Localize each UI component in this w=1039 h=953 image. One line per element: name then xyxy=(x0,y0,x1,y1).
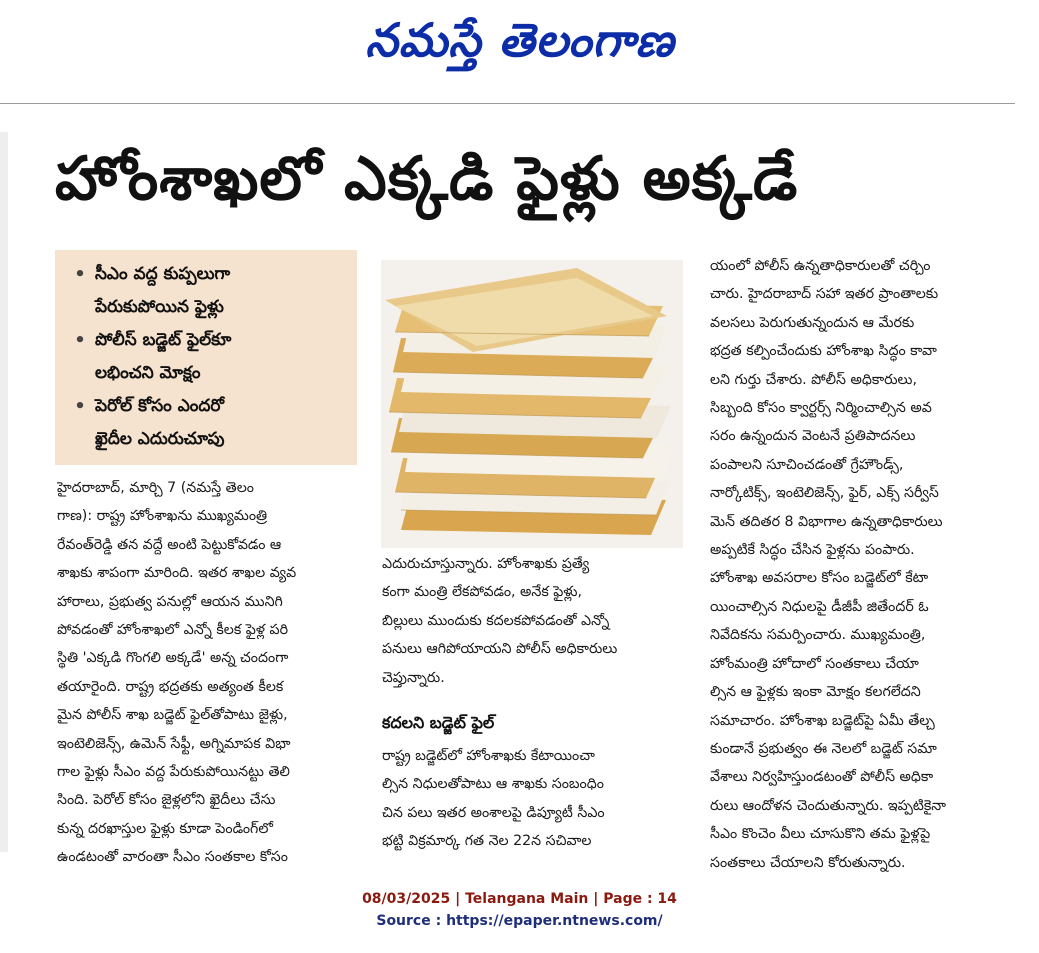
text-line: హారాలు, ప్రభుత్వ పనుల్లో ఆయన మునిగి xyxy=(57,593,283,610)
text-line: వేశాలు నిర్వహిస్తుండటంతో పోలీస్ అధికా xyxy=(710,769,934,786)
text-line: హోంశాఖ అవసరాల కోసం బడ్జెట్‌లో కేటా xyxy=(710,570,929,587)
text-line: సంతకాలు చేయాలని కోరుతున్నారు. xyxy=(710,854,906,871)
text-line: అప్పటికే సిద్ధం చేసిన ఫైళ్లను పంపారు. xyxy=(710,542,915,559)
text-line: ల్సిన ఆ ఫైళ్లకు ఇంకా మోక్షం కలగలేదని xyxy=(710,684,921,701)
article-column-2-continued xyxy=(382,742,684,856)
highlight-item: • పెరోల్ కోసం ఎందరో ఖైదీల ఎదురుచూపు xyxy=(55,390,357,456)
text-line: మైన పోలీస్ శాఖ బడ్జెట్ ఫైల్‌తోపాటు జైళ్లు, xyxy=(57,707,288,724)
file-stack-illustration xyxy=(381,260,683,548)
bullet-icon: • xyxy=(74,396,86,417)
text-line: బిల్లులు ముందుకు కదలకపోవడంతో ఎన్నో xyxy=(382,612,610,629)
footer-edition-info: 08/03/2025 | Telangana Main | Page : 14 xyxy=(362,891,677,907)
masthead xyxy=(0,0,1039,100)
section-subheading: కదలని బడ్జెట్ ఫైల్ xyxy=(382,713,495,732)
text-line: సీఎం కొంచెం వీలు చూసుకొని తమ ఫైళ్లపై xyxy=(710,826,931,843)
footer-source-link[interactable]: Source : https://epaper.ntnews.com/ xyxy=(376,913,663,929)
text-line: కున్న దరఖాస్తుల ఫైళ్లు కూడా పెండింగ్‌లో xyxy=(57,820,273,837)
text-line: సింది. పెరోల్ కోసం జైళ్లలోని ఖైదీలు చేసు xyxy=(57,792,276,809)
text-line: ల్సిన నిధులతోపాటు ఆ శాఖకు సంబంధిం xyxy=(382,776,604,793)
text-line: కంగా మంత్రి లేకపోవడం, అనేక ఫైళ్లు, xyxy=(382,584,582,601)
text-line: మెన్ తదితర 8 విభాగాల ఉన్నతాధికారులు xyxy=(710,513,943,530)
text-line: భద్రత కల్పించేందుకు హోంశాఖ సిద్ధం కావా xyxy=(710,343,937,360)
text-line: సిబ్బంది కోసం క్వార్టర్స్ నిర్మించాల్సిన అవ xyxy=(710,400,932,417)
text-line: పోవడంతో హోంశాఖలో ఎన్నో కీలక ఫైళ్ల పరి xyxy=(57,622,289,639)
text-line: పంపాలని సూచించడంతో గ్రేహౌండ్స్, xyxy=(710,456,904,473)
file-stack-photo xyxy=(381,260,683,548)
text-line: రులు ఆందోళన చెందుతున్నారు. ఇప్పటికైనా xyxy=(710,797,946,814)
text-line: ఉండటంతో వారంతా సీఎం సంతకాల కోసం xyxy=(57,849,288,866)
article-headline: హోంశాఖలో ఎక్కడి ఫైళ్లు అక్కడే xyxy=(55,144,799,214)
article-column-3 xyxy=(710,252,1014,877)
bullet-icon: • xyxy=(74,264,86,285)
text-line: తయారైంది. రాష్ట్ర భద్రతకు అత్యంత కీలక xyxy=(57,678,284,695)
text-line: శాఖకు శాపంగా మారింది. ఇతర శాఖల వ్యవ xyxy=(57,565,297,582)
highlight-item: • పోలీస్ బడ్జెట్ ఫైల్‌కూ లభించని మోక్షం xyxy=(55,324,357,390)
text-line: నార్కోటిక్స్, ఇంటెలిజెన్స్, ఫైర్, ఎక్స్ సర్వీస్ xyxy=(710,485,939,502)
page-footer xyxy=(0,888,1039,932)
text-line: యించాల్సిన నిధులపై డీజీపీ జితేందర్ ఓ xyxy=(710,598,929,615)
newspaper-logo: నమస్తే తెలంగాణ xyxy=(365,13,675,67)
highlights-box xyxy=(55,250,357,465)
text-line: నివేదికను సమర్పించారు. ముఖ్యమంత్రి, xyxy=(710,627,926,644)
text-line: చిన పలు ఇతర అంశాలపై డిప్యూటీ సీఎం xyxy=(382,804,605,821)
text-line: సమాచారం. హోంశాఖ బడ్జెట్‌పై ఏమీ తేల్చ xyxy=(710,712,935,729)
text-line: చారు. హైదరాబాద్ సహా ఇతర ప్రాంతాలకు xyxy=(710,286,939,303)
article-column-2 xyxy=(382,550,684,692)
text-line: లని గుర్తు చేశారు. పోలీస్ అధికారులు, xyxy=(710,371,917,388)
text-line: సరం ఉన్నందున వెంటనే ప్రతిపాదనలు xyxy=(710,428,916,445)
highlight-item: • సీఎం వద్ద కుప్పలుగా పేరుకుపోయిన ఫైళ్లు xyxy=(55,258,357,324)
text-line: హైదరాబాద్, మార్చి 7 (నమస్తే తెలం xyxy=(57,480,254,496)
page-edge xyxy=(0,132,8,852)
text-line: హోంమంత్రి హోదాలో సంతకాలు చేయా xyxy=(710,655,919,672)
text-line: గాణ): రాష్ట్ర హోంశాఖను ముఖ్యమంత్రి xyxy=(57,508,268,525)
text-line: ఎదురుచూస్తున్నారు. హోంశాఖకు ప్రత్యే xyxy=(382,556,590,572)
text-line: గాల ఫైళ్లు సీఎం వద్ద పేరుకుపోయినట్టు తెలి xyxy=(57,764,290,781)
text-line: ఇంటెలిజెన్స్, ఉమెన్ సేఫ్టీ, అగ్నిమాపక విభా xyxy=(57,735,291,752)
text-line: వలసలు పెరుగుతున్నందున ఆ మేరకు xyxy=(710,314,915,331)
text-line: పనులు ఆగిపోయాయని పోలీస్ అధికారులు xyxy=(382,641,618,658)
masthead-rule xyxy=(0,103,1015,104)
text-line: కుండానే ప్రభుత్వం ఈ నెలలో బడ్జెట్ సమా xyxy=(710,740,937,757)
text-line: రాష్ట్ర బడ్జెట్‌లో హోంశాఖకు కేటాయించా xyxy=(382,748,595,764)
text-line: చెప్తున్నారు. xyxy=(382,669,445,686)
bullet-icon: • xyxy=(74,330,86,351)
text-line: భట్టి విక్రమార్క గత నెల 22న సచివాల xyxy=(382,833,592,850)
text-line: రేవంత్‌రెడ్డి తన వద్దే అంటి పెట్టుకోవడం ఆ xyxy=(57,536,282,553)
text-line: యంలో పోలీస్ ఉన్నతాధికారులతో చర్చిం xyxy=(710,258,931,274)
article-column-1 xyxy=(57,474,357,872)
text-line: స్థితి 'ఎక్కడి గొంగలి అక్కడే' అన్న చందంగా xyxy=(57,650,289,667)
